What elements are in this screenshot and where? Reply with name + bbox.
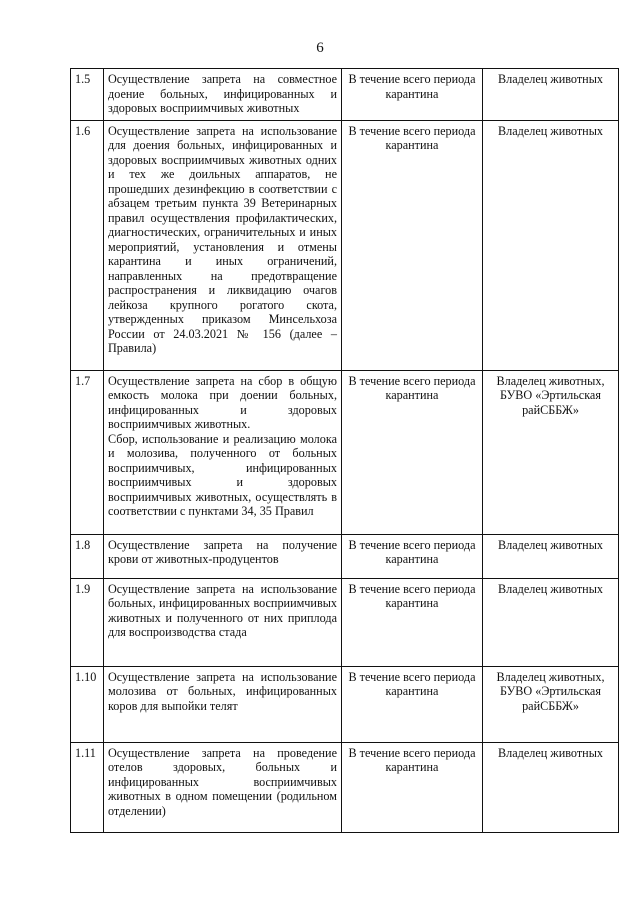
row-responsible: Владелец животных [483,120,619,370]
row-term: В течение всего периода карантина [342,69,483,121]
row-term: В течение всего периода карантина [342,120,483,370]
row-action-part-2: Сбор, использование и реализацию молока и молозива, полученного от больных восприимчивых, инфицированных восприимчивых и здоровых восприимчивых животных, осуществлять в соответствии с пунктами 34, 35 Правил [108,431,337,518]
row-action: Осуществление запрета на использование молозива от больных, инфицированных коров для выпойки телят [104,666,342,742]
row-action [104,370,342,534]
row-responsible: Владелец животных [483,742,619,832]
row-responsible: Владелец животных [483,69,619,121]
table-row [71,370,619,534]
row-number: 1.10 [71,666,104,742]
table-row [71,120,619,370]
row-term: В течение всего периода карантина [342,534,483,578]
row-number: 1.5 [71,69,104,121]
row-term: В течение всего периода карантина [342,370,483,534]
row-term: В течение всего периода карантина [342,578,483,666]
row-action: Осуществление запрета на проведение отелов здоровых, больных и инфицированных восприимчивых животных в одном помещении (родильном отделении) [104,742,342,832]
row-term: В течение всего периода карантина [342,666,483,742]
row-responsible: Владелец животных, БУВО «Эртильская райСББЖ» [483,666,619,742]
table-row [71,666,619,742]
row-action-part-1: Осуществление запрета на сбор в общую емкость молока при доении больных, инфицированных и здоровых восприимчивых животных. [108,373,337,431]
table-row [71,69,619,121]
row-number: 1.11 [71,742,104,832]
row-action: Осуществление запрета на получение крови от животных-продуцентов [104,534,342,578]
row-number: 1.7 [71,370,104,534]
measures-table [70,68,619,833]
row-number: 1.9 [71,578,104,666]
row-responsible: Владелец животных, БУВО «Эртильская райСББЖ» [483,370,619,534]
row-responsible: Владелец животных [483,534,619,578]
row-term: В течение всего периода карантина [342,742,483,832]
page-number: 6 [316,40,324,56]
table-row [71,534,619,578]
row-action: Осуществление запрета на совместное доение больных, инфицированных и здоровых восприимчивых животных [104,69,342,121]
table-row [71,742,619,832]
row-action: Осуществление запрета на использование для доения больных, инфицированных и здоровых восприимчивых животных одних и тех же доильных аппаратов, не прошедших дезинфекцию в соответствии с абзацем третьим пункта 39 Ветеринарных правил осуществления профилактических, диагностических, ограничительных и иных мероприятий, установления и отмены карантина и иных ограничений, направленных на предотвращение распространения и ликвидацию очагов лейкоза крупного рогатого скота, утвержденных приказом Минсельхоза России от 24.03.2021 № 156 (далее – Правила) [104,120,342,370]
row-number: 1.6 [71,120,104,370]
row-number: 1.8 [71,534,104,578]
row-responsible: Владелец животных [483,578,619,666]
row-action: Осуществление запрета на использование больных, инфицированных восприимчивых животных и полученного от них приплода для воспроизводства стада [104,578,342,666]
table-row [71,578,619,666]
